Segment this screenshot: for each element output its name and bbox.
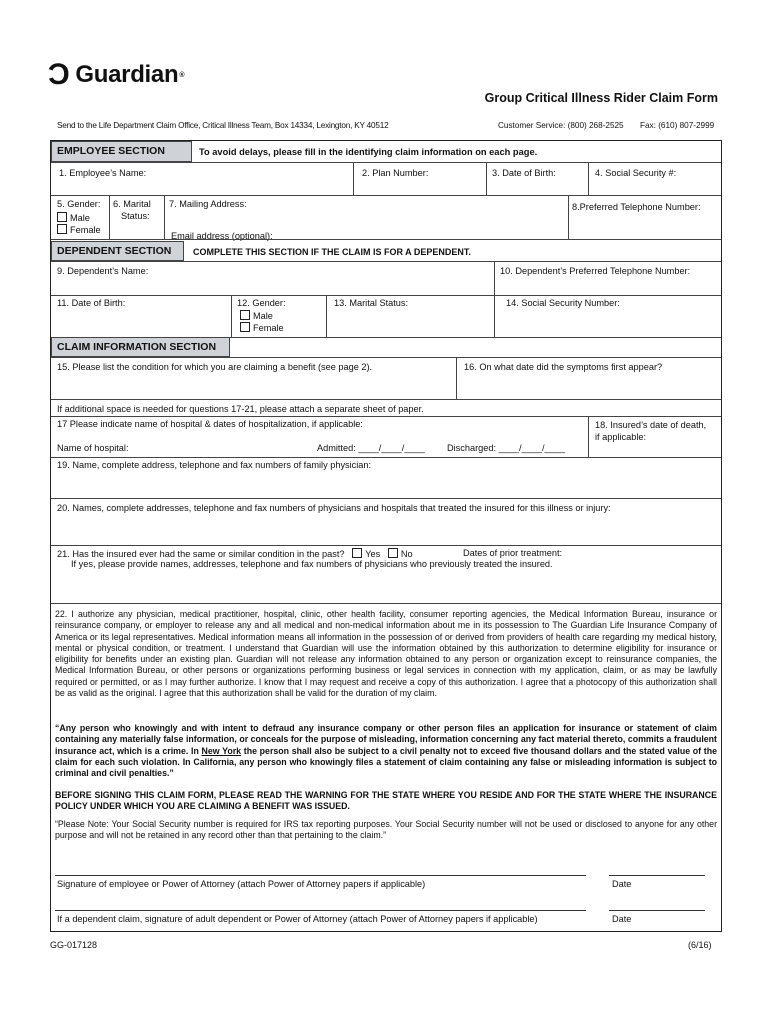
form-number: GG-017128 (50, 940, 98, 950)
dependent-marital-field[interactable]: 13. Marital Status: (334, 298, 409, 308)
dependent-dob-field[interactable]: 11. Date of Birth: (57, 298, 126, 308)
gender-label: 5. Gender: (57, 199, 101, 209)
guardian-logo (48, 60, 184, 90)
admitted-date-field[interactable]: Admitted: ____/____/____ (317, 443, 425, 453)
marital-label: 6. Marital (113, 199, 151, 209)
employee-note: To avoid delays, please fill in the identifying claim information on each page. (199, 147, 538, 157)
send-to-address: Send to the Life Department Claim Office, Critical Illness Team, Box 14334, Lexington, KY 40512 (57, 121, 389, 130)
employee-name-field[interactable]: 1. Employee’s Name: (59, 168, 147, 178)
employee-phone-field[interactable]: 8.Preferred Telephone Number: (572, 202, 701, 212)
prior-treatment-dates-field[interactable]: Dates of prior treatment: (463, 548, 563, 558)
fax-number: Fax: (610) 807-2999 (640, 121, 715, 130)
brand-name: Guardian (75, 61, 179, 88)
dependent-signature-line[interactable] (55, 910, 586, 911)
no-checkbox[interactable] (388, 548, 398, 558)
email-field[interactable]: Email address (optional): (171, 231, 273, 241)
death-date-label: 18. Insured’s date of death, (595, 420, 707, 430)
dependent-note: COMPLETE THIS SECTION IF THE CLAIM IS FOR A DEPENDENT. (193, 247, 471, 257)
employee-ssn-field[interactable]: 4. Social Security #: (595, 168, 677, 178)
prior-condition-question: 21. Has the insured ever had the same or similar condition in the past? Yes No (57, 549, 413, 559)
male-checkbox[interactable] (57, 212, 67, 222)
dependent-female-option[interactable]: Female (240, 322, 284, 333)
dependent-name-field[interactable]: 9. Dependent’s Name: (57, 266, 149, 276)
hospitalization-label: 17 Please indicate name of hospital & dates of hospitalization, if applicable: (57, 419, 363, 429)
dependent-phone-field[interactable]: 10. Dependent’s Preferred Telephone Number: (500, 266, 691, 276)
employee-dob-field[interactable]: 3. Date of Birth: (492, 168, 556, 178)
dependent-date-line[interactable] (609, 910, 705, 911)
dependent-male-checkbox[interactable] (240, 310, 250, 320)
dependent-section-header: DEPENDENT SECTION (51, 241, 184, 261)
gender-male-option[interactable]: Male (57, 212, 90, 223)
family-physician-field[interactable]: 19. Name, complete address, telephone and fax numbers of family physician: (57, 460, 372, 470)
authorization-paragraph: 22. I authorize any physician, medical practitioner, hospital, clinic, other health facility, consumer reporting agencies, the Medical Information Bureau, insurance or reinsurance company, or employer to release any and all medical and non-medical information about me in its possession to The Guardian Life Insurance Company of America or its legal representatives. Medical information means all information in the possession of or derived from providers of health care regarding my medical history, mental or physical condition, or treatment. I understand that Guardian will use the information obtained by this authorization to determine eligibility for insurance or eligibility for benefits under an existing plan. Guardian will not release any information obtained to any person or organization except to reinsurance companies, the Medical Information Bureau, or other persons or organizations performing business or legal services in connection with my application, claim, or as may be lawfully required or permitted, or as I may further authorize. I know that I may request and receive a copy of this authorization. I agree that a photocopy of this authorization shall be as valid as the original. I agree that this authorization shall be valid for the duration of my claim. (55, 609, 717, 699)
dependent-ssn-field[interactable]: 14. Social Security Number: (506, 298, 620, 308)
dependent-gender-label: 12. Gender: (237, 298, 286, 308)
plan-number-field[interactable]: 2. Plan Number: (362, 168, 429, 178)
revision-date: (6/16) (688, 940, 712, 950)
death-date-field[interactable]: if applicable: (595, 432, 647, 442)
dependent-date-label: Date (612, 914, 632, 924)
signing-warning: BEFORE SIGNING THIS CLAIM FORM, PLEASE READ THE WARNING FOR THE STATE WHERE YOU RESIDE AND FOR THE STATE WHERE THE INSURANCE POLICY UNDER WHICH YOU ARE CLAIMING A BENEFIT WAS ISSUED. (55, 790, 717, 812)
employee-date-line[interactable] (609, 875, 705, 876)
guardian-g-icon: Ɔ (48, 58, 70, 91)
claim-section-header: CLAIM INFORMATION SECTION (51, 337, 230, 357)
dependent-male-option[interactable]: Male (240, 310, 273, 321)
dependent-female-checkbox[interactable] (240, 322, 250, 332)
treating-physicians-field[interactable]: 20. Names, complete addresses, telephone and fax numbers of physicians and hospitals that treated the insured for this illness or injury: (57, 503, 611, 513)
additional-space-note: If additional space is needed for questions 17-21, please attach a separate sheet of paper. (57, 404, 424, 414)
condition-field[interactable]: 15. Please list the condition for which you are claiming a benefit (see page 2). (57, 362, 373, 372)
form-title: Group Critical Illness Rider Claim Form (484, 91, 718, 105)
employee-signature-label: Signature of employee or Power of Attorney (attach Power of Attorney papers if applicable) (57, 879, 426, 889)
dependent-signature-label: If a dependent claim, signature of adult dependent or Power of Attorney (attach Power of Attorney papers if applicable) (57, 914, 538, 924)
prior-physicians-field[interactable]: If yes, please provide names, addresses, telephone and fax numbers of physicians who previously treated the insured. (71, 559, 553, 569)
employee-signature-line[interactable] (55, 875, 586, 876)
hospital-name-field[interactable]: Name of hospital: (57, 443, 129, 453)
customer-service-phone: Customer Service: (800) 268-2525 (498, 121, 624, 130)
trademark-icon: ® (179, 71, 185, 79)
gender-female-option[interactable]: Female (57, 224, 101, 235)
employee-section-header: EMPLOYEE SECTION (51, 141, 192, 162)
mailing-address-field[interactable]: 7. Mailing Address: (169, 199, 247, 209)
discharged-date-field[interactable]: Discharged: ____/____/____ (447, 443, 565, 453)
claim-form (50, 140, 722, 932)
fraud-warning: “Any person who knowingly and with intent to defraud any insurance company or other person files an application for insurance or statement of claim containing any materially false information, or conceals for the purpose of misleading, information concerning any fact material thereto, commits a fraudulent insurance act, which is a crime. In New York the person shall also be subject to a civil penalty not to exceed five thousand dollars and the stated value of the claim for each such violation. In California, any person who knowingly files a statement of claim containing any false or misleading information is subject to criminal and civil penalties.” (55, 723, 718, 779)
ssn-note: “Please Note: Your Social Security number is required for IRS tax reporting purposes. Your Social Security number will not be used or disclosed to anyone for any other purpose and will not be retained in any record other than that pertaining to the claim.” (55, 819, 717, 841)
symptoms-date-field[interactable]: 16. On what date did the symptoms first appear? (464, 362, 663, 372)
yes-checkbox[interactable] (352, 548, 362, 558)
female-checkbox[interactable] (57, 224, 67, 234)
employee-date-label: Date (612, 879, 632, 889)
marital-status-field[interactable]: Status: (121, 211, 150, 221)
